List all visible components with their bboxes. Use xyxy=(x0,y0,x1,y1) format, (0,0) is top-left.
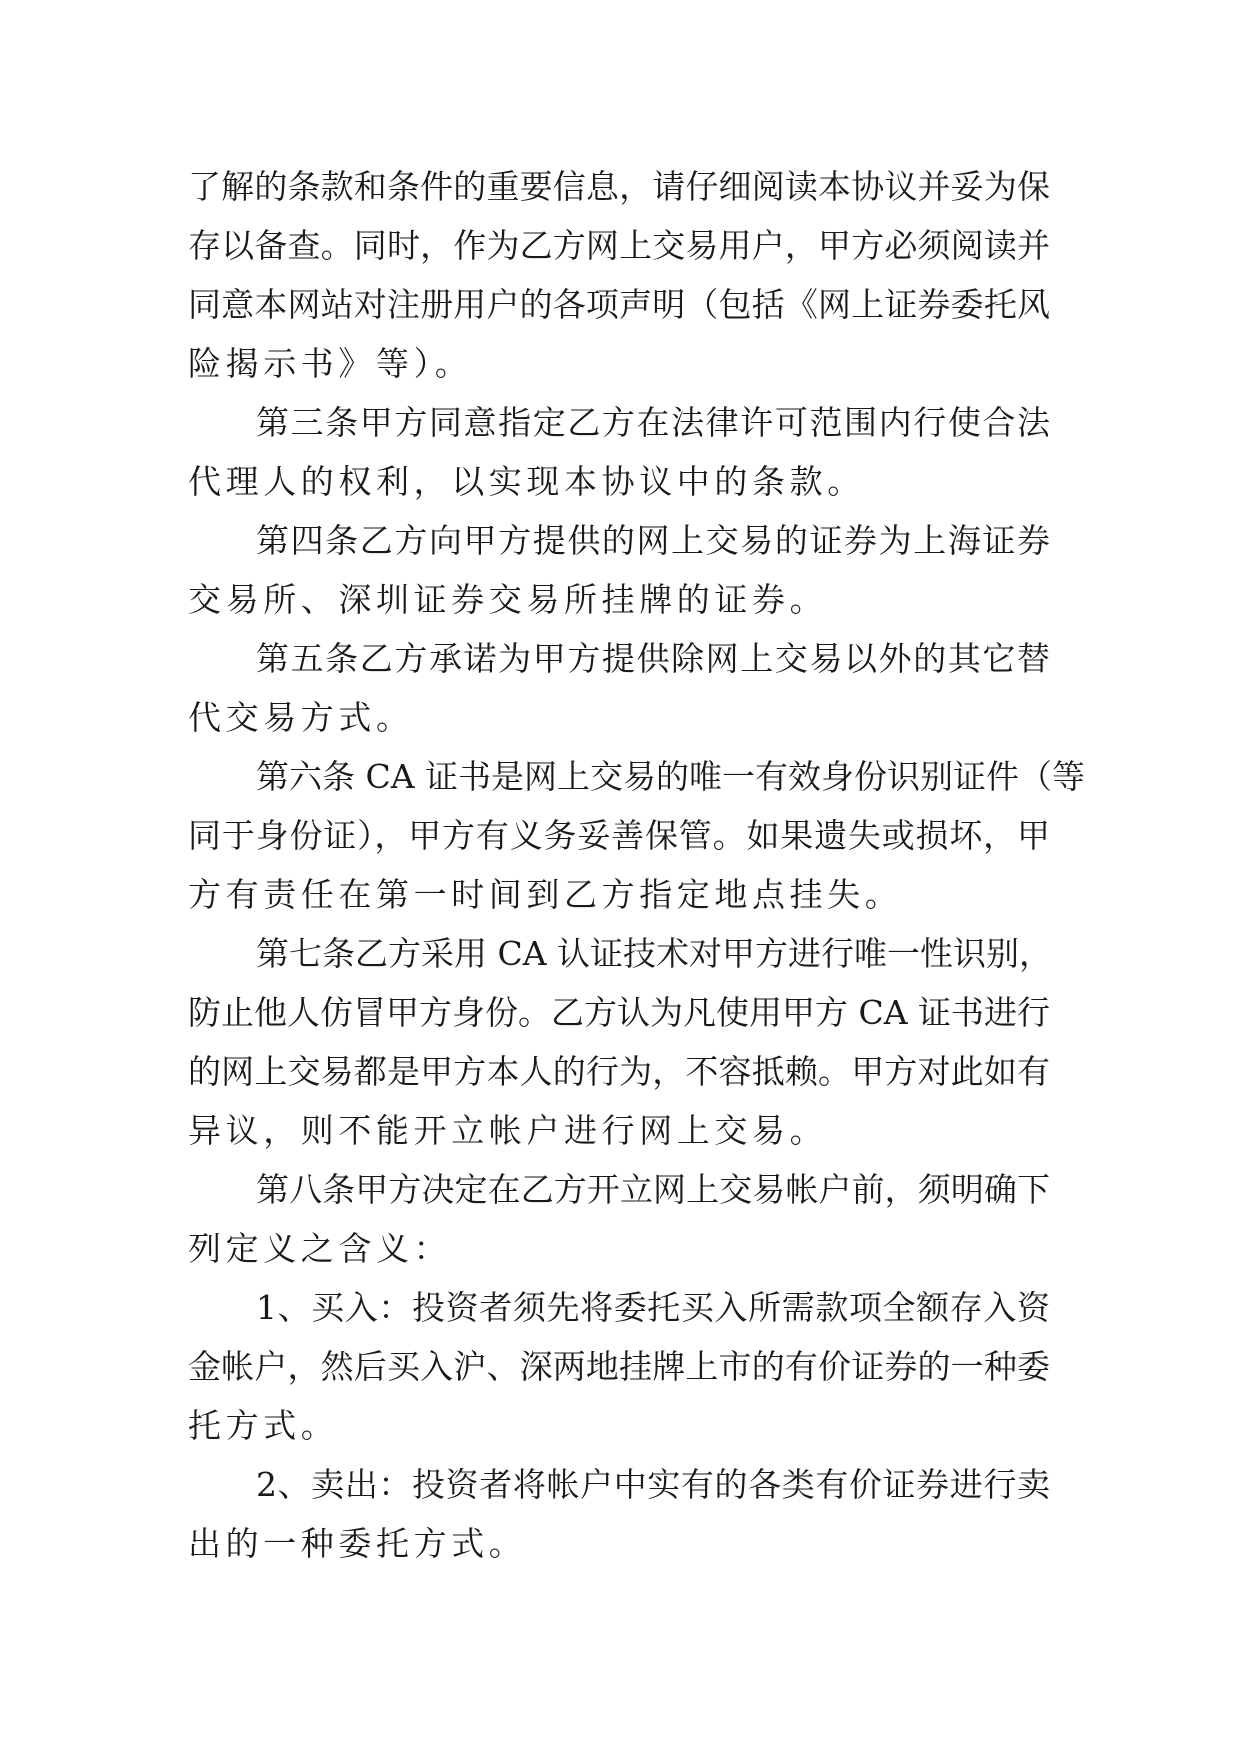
text-line: 交易所、深圳证券交易所挂牌的证券。 xyxy=(188,580,828,619)
document-body xyxy=(188,157,1086,1573)
text-line: 了解的条款和条件的重要信息，请仔细阅读本协议并妥为保 xyxy=(188,167,1050,206)
text-line: 存以备查。同时，作为乙方网上交易用户，甲方必须阅读并 xyxy=(188,226,1050,265)
article-7-heading-line: 第七条乙方采用 CA 认证技术对甲方进行唯一性识别， xyxy=(256,934,1053,973)
text-line: 异议，则不能开立帐户进行网上交易。 xyxy=(188,1111,828,1150)
text-line: 出的一种委托方式。 xyxy=(188,1524,527,1563)
text-line: 同意本网站对注册用户的各项声明（包括《网上证券委托风 xyxy=(188,285,1050,324)
article-4-heading-line: 第四条乙方向甲方提供的网上交易的证券为上海证券 xyxy=(256,521,1050,560)
definition-buy-line: 1、买入：投资者须先将委托买入所需款项全额存入资 xyxy=(256,1288,1050,1327)
text-line: 金帐户，然后买入沪、深两地挂牌上市的有价证券的一种委 xyxy=(188,1347,1050,1386)
article-8-heading-line: 第八条甲方决定在乙方开立网上交易帐户前，须明确下 xyxy=(256,1170,1050,1209)
text-line: 险揭示书》等）。 xyxy=(188,344,473,383)
text-line: 列定义之含义： xyxy=(188,1229,452,1268)
text-line: 同于身份证），甲方有义务妥善保管。如果遗失或损坏，甲 xyxy=(188,816,1050,855)
text-line: 托方式。 xyxy=(188,1406,339,1445)
article-5-heading-line: 第五条乙方承诺为甲方提供除网上交易以外的其它替 xyxy=(256,639,1050,678)
article-6-heading-line: 第六条 CA 证书是网上交易的唯一有效身份识别证件（等 xyxy=(256,757,1086,796)
text-line: 代交易方式。 xyxy=(188,698,414,737)
text-line: 方有责任在第一时间到乙方指定地点挂失。 xyxy=(188,875,903,914)
text-line: 的网上交易都是甲方本人的行为，不容抵赖。甲方对此如有 xyxy=(188,1052,1050,1091)
definition-sell-line: 2、卖出：投资者将帐户中实有的各类有价证券进行卖 xyxy=(256,1465,1050,1504)
article-3-heading-line: 第三条甲方同意指定乙方在法律许可范围内行使合法 xyxy=(256,403,1050,442)
text-line: 防止他人仿冒甲方身份。乙方认为凡使用甲方 CA 证书进行 xyxy=(188,993,1051,1032)
text-line: 代理人的权利，以实现本协议中的条款。 xyxy=(188,462,865,501)
